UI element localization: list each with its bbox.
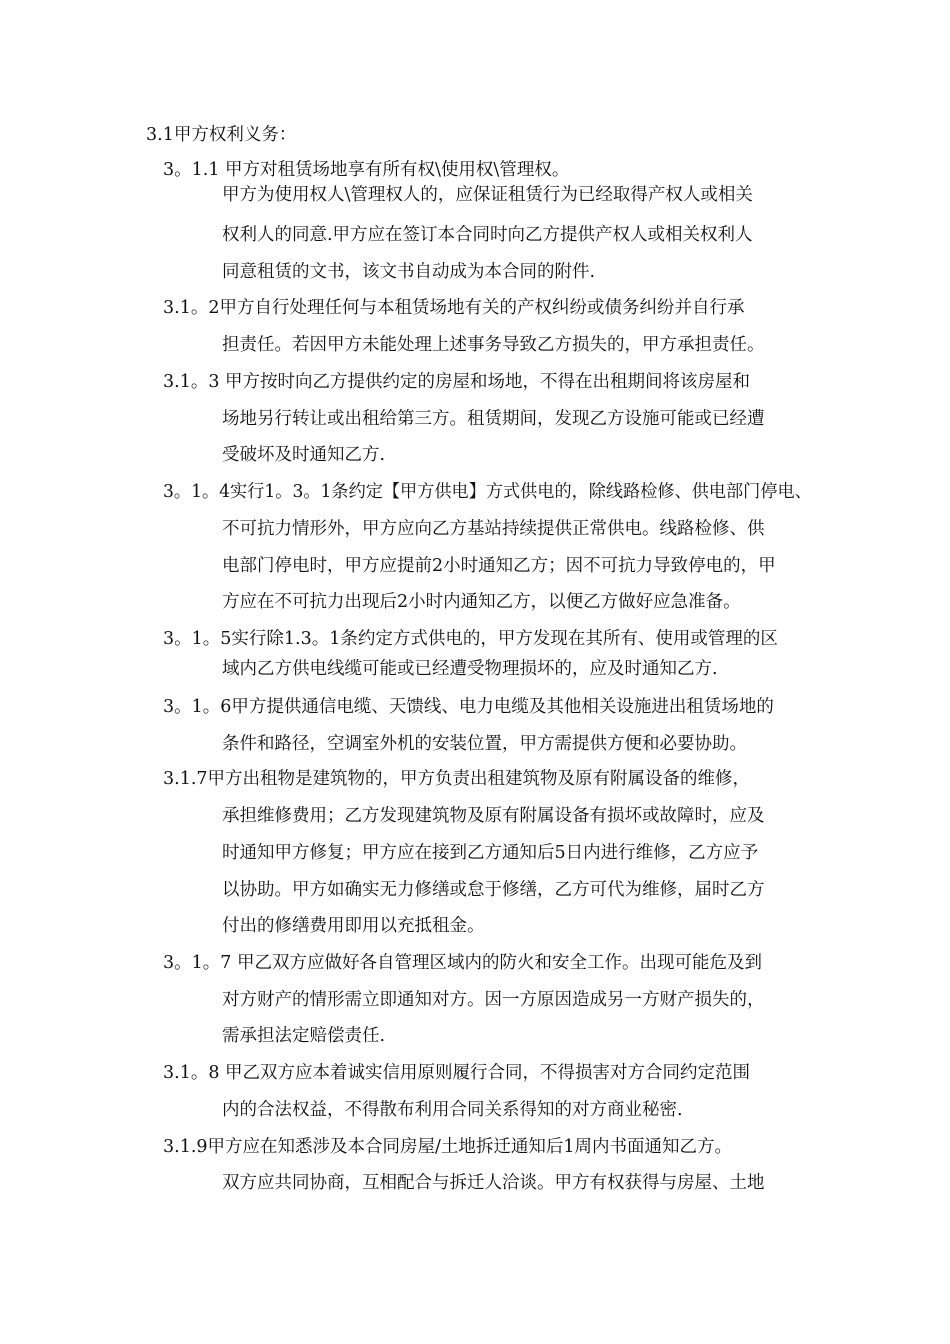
clause-text-line: 条件和路径，空调室外机的安装位置，甲方需提供方便和必要协助。 [222, 734, 747, 754]
clause-text-line: 权利人的同意.甲方应在签订本合同时向乙方提供产权人或相关权利人 [222, 225, 753, 245]
clause-text-line: 对方财产的情形需立即通知对方。因一方原因造成另一方财产损失的， [222, 990, 765, 1010]
clause-text-line: 承担维修费用；乙方发现建筑物及原有附属设备有损坏或故障时，应及 [222, 806, 765, 826]
clause-3-1-7: 3.1.7甲方出租物是建筑物的，甲方负责出租建筑物及原有附属设备的维修， [163, 769, 751, 789]
clause-text-line: 方应在不可抗力出现后2小时内通知乙方，以便乙方做好应急准备。 [222, 592, 741, 612]
section-heading: 3.1甲方权利义务： [146, 125, 297, 145]
clause-3-1-2: 3.1。2甲方自行处理任何与本租赁场地有关的产权纠纷或债务纠纷并自行承 [163, 298, 745, 318]
clause-text-line: 受破坏及时通知乙方. [222, 445, 386, 465]
clause-text-line: 场地另行转让或出租给第三方。租赁期间，发现乙方设施可能或已经遭 [222, 409, 765, 429]
clause-text-line: 担责任。若因甲方未能处理上述事务导致乙方损失的，甲方承担责任。 [222, 335, 765, 355]
clause-text-line: 付出的修缮费用即用以充抵租金。 [222, 916, 485, 936]
clause-3-1-1: 3。1.1 甲方对租赁场地享有所有权\使用权\管理权。 [163, 160, 570, 180]
clause-text-line: 时通知甲方修复；甲方应在接到乙方通知后5日内进行维修，乙方应予 [222, 843, 759, 863]
clause-text-line: 以协助。甲方如确实无力修缮或怠于修缮，乙方可代为维修，届时乙方 [222, 880, 765, 900]
clause-text-line: 甲方为使用权人\管理权人的，应保证租赁行为已经取得产权人或相关 [222, 185, 753, 205]
clause-text-line: 同意租赁的文书，该文书自动成为本合同的附件. [222, 262, 596, 282]
clause-text-line: 内的合法权益，不得散布利用合同关系得知的对方商业秘密. [222, 1100, 683, 1120]
clause-3-1-8: 3.1。8 甲乙双方应本着诚实信用原则履行合同，不得损害对方合同约定范围 [163, 1063, 751, 1083]
clause-text-line: 不可抗力情形外，甲方应向乙方基站持续提供正常供电。线路检修、供 [222, 519, 765, 539]
clause-3-1-6: 3。1。6甲方提供通信电缆、天馈线、电力电缆及其他相关设施进出租赁场地的 [163, 697, 774, 717]
clause-3-1-4: 3。1。4实行1。3。1条约定【甲方供电】方式供电的，除线路检修、供电部门停电、 [163, 482, 812, 502]
clause-text-line: 域内乙方供电线缆可能或已经遭受物理损坏的，应及时通知乙方. [222, 659, 718, 679]
clause-text-line: 双方应共同协商，互相配合与拆迁人洽谈。甲方有权获得与房屋、土地 [222, 1173, 765, 1193]
clause-3-1-7b: 3。1。7 甲乙双方应做好各自管理区域内的防火和安全工作。出现可能危及到 [163, 953, 762, 973]
clause-text-line: 需承担法定赔偿责任. [222, 1026, 386, 1046]
clause-3-1-3: 3.1。3 甲方按时向乙方提供约定的房屋和场地，不得在出租期间将该房屋和 [163, 372, 751, 392]
clause-text-line: 电部门停电时，甲方应提前2小时通知乙方；因不可抗力导致停电的，甲 [222, 556, 776, 576]
clause-3-1-5: 3。1。5实行除1.3。1条约定方式供电的，甲方发现在其所有、使用或管理的区 [163, 629, 778, 649]
clause-3-1-9: 3.1.9甲方应在知悉涉及本合同房屋/土地拆迁通知后1周内书面通知乙方。 [163, 1137, 733, 1157]
